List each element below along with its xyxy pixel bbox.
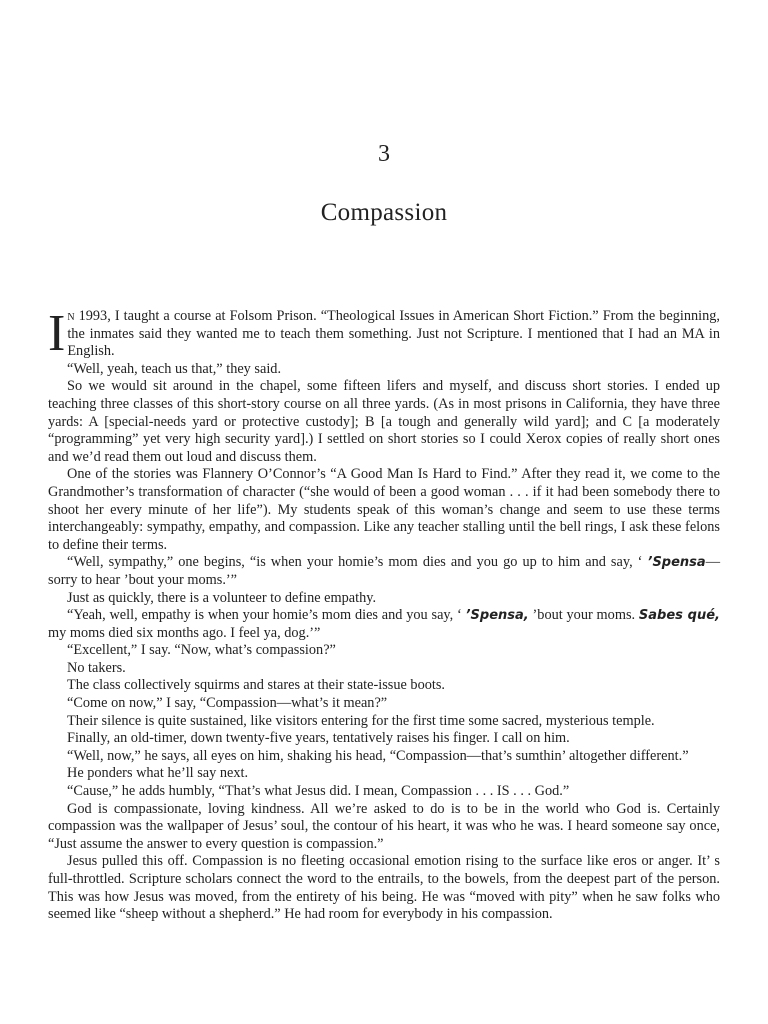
paragraph-7-text-a: “Yeah, well, empathy is when your homie’s mom dies and you say, ‘	[67, 607, 466, 624]
paragraph-5	[48, 554, 720, 589]
paragraph-8: “Excellent,” I say. “Now, what’s compassion?”	[67, 642, 336, 659]
paragraph-18: Jesus pulled this off. Compassion is no fleeting occasional emotion rising to the surface like eros or anger. It’ s full-throttled. Scripture scholars connect the word to the entrails, to the bowels, from the deepest part of the person. This was how Jesus was moved, from the entirety of his being. He was “moved with pity” when he saw folks who seemed like “sheep without a shepherd.” He had room for everybody in his compassion.	[48, 853, 720, 923]
paragraph-6: Just as quickly, there is a volunteer to define empathy.	[67, 589, 377, 606]
paragraph-3: So we would sit around in the chapel, some fifteen lifers and myself, and discuss short stories. I ended up teaching three classes of this short-story course on all three yards. (As in most prisons in California, they have three yards: A [special-needs yard or protective custody]; B [a tough and generally wild yard]; and C [a moderately “programming” yet very high security yard].) I settled on short stories so I could Xerox copies of really short ones and we’d read them out loud and discuss them.	[48, 378, 720, 465]
paragraph-7-text-e: my moms died six months ago. I feel ya, dog.’”	[48, 624, 321, 641]
paragraph-5-text-c: — sorry to hear ’bout your moms.’”	[48, 554, 720, 588]
paragraph-14: “Well, now,” he says, all eyes on him, shaking his head, “Compassion—that’s sumthin’ altogether different.”	[67, 747, 689, 764]
paragraph-13: Finally, an old-timer, down twenty-five years, tentatively raises his finger. I call on him.	[67, 730, 570, 747]
paragraph-1-text: 1993, I taught a course at Folsom Prison. “Theological Issues in American Short Fiction.” From the beginning, the inmates said they wanted me to teach them something. Just not Scripture. I mentioned that I had an MA in English.	[67, 308, 720, 360]
chapter-title: Compassion	[320, 199, 448, 226]
paragraph-7	[48, 607, 720, 642]
drop-cap: I	[48, 305, 66, 362]
paragraph-1	[48, 305, 720, 362]
paragraph-7-text-c: ’bout your moms.	[528, 607, 639, 624]
chapter-number: 3	[378, 141, 390, 167]
spanish-word-spensa: ’Spensa	[647, 555, 706, 571]
paragraph-10: The class collectively squirms and stares at their state-issue boots.	[67, 677, 445, 694]
paragraph-15: He ponders what he’ll say next.	[67, 765, 249, 782]
paragraph-17: God is compassionate, loving kindness. All we’re asked to do is to be in the world who God is. Certainly compassion was the wallpaper of Jesus’ soul, the contour of his heart, it was who he was. I heard someone say once, “Just assume the answer to every question is compassion.”	[48, 800, 720, 852]
paragraph-11: “Come on now,” I say, “Compassion—what’s it mean?”	[67, 695, 388, 712]
paragraph-2: “Well, yeah, teach us that,” they said.	[67, 360, 282, 377]
paragraph-12: Their silence is quite sustained, like visitors entering for the first time some sacred, mysterious temple.	[67, 712, 655, 729]
spanish-phrase-sabes-que: Sabes qué,	[638, 608, 720, 624]
paragraph-5-text-a: “Well, sympathy,” one begins, “is when your homie’s mom dies and you go up to him and say, ‘	[67, 554, 648, 571]
chapter-body	[48, 305, 720, 924]
paragraph-4: One of the stories was Flannery O’Connor’s “A Good Man Is Hard to Find.” After they read it, we come to the Grandmother’s transformation of character (“she would of been a good woman . . . if it had been somebody there to shoot her every minute of her life”). My students speak of this woman’s change and seem to use these terms interchangeably: sympathy, empathy, and compassion. Like any teacher stalling until the bell rings, I ask these felons to define their terms.	[48, 466, 720, 553]
paragraph-16: “Cause,” he adds humbly, “That’s what Jesus did. I mean, Compassion . . . IS . . . God.”	[67, 783, 570, 800]
spanish-word-spensa-2: ’Spensa,	[465, 608, 529, 624]
paragraph-9: No takers.	[67, 659, 126, 676]
small-cap-lead: n	[67, 308, 75, 324]
